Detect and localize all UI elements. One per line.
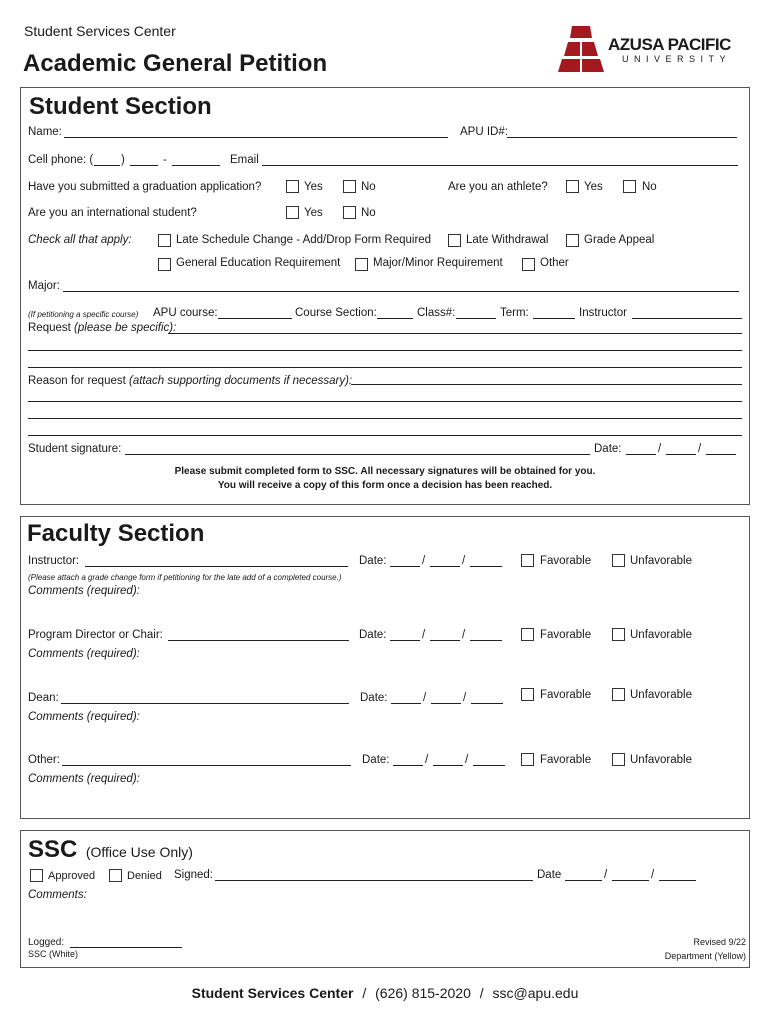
ssc-title: SSC bbox=[28, 836, 78, 863]
late-withdrawal-checkbox[interactable] bbox=[448, 234, 461, 247]
apu-course-label: APU course: bbox=[153, 307, 218, 319]
instructor-field[interactable] bbox=[632, 318, 742, 319]
ssc-comments-label: Comments: bbox=[28, 889, 87, 901]
course-section-label: Course Section: bbox=[295, 307, 377, 319]
reason-label: Reason for request bbox=[28, 375, 126, 387]
other-approver-signature[interactable] bbox=[62, 765, 351, 766]
grade-appeal-label: Grade Appeal bbox=[584, 234, 655, 246]
dean-label: Dean: bbox=[28, 692, 59, 704]
footer-center: Student Services Center bbox=[191, 985, 354, 1001]
faculty-instructor-date-month[interactable] bbox=[390, 566, 420, 567]
ssc-date-day[interactable] bbox=[612, 880, 649, 881]
major-minor-requirement-checkbox[interactable] bbox=[355, 258, 368, 271]
athlete-no-checkbox[interactable] bbox=[623, 180, 636, 193]
apu-id-field[interactable] bbox=[507, 137, 737, 138]
other-approver-date-day[interactable] bbox=[433, 765, 463, 766]
student-date-year[interactable] bbox=[706, 454, 736, 455]
apu-id-label: APU ID#: bbox=[460, 126, 508, 138]
intl-yes-checkbox[interactable] bbox=[286, 206, 299, 219]
major-label: Major: bbox=[28, 280, 60, 292]
grad-app-yes-checkbox[interactable] bbox=[286, 180, 299, 193]
request-field-line-2[interactable] bbox=[28, 350, 742, 351]
dean-date-month[interactable] bbox=[391, 703, 421, 704]
class-number-field[interactable] bbox=[456, 318, 496, 319]
program-director-date-day[interactable] bbox=[430, 640, 460, 641]
dean-signature[interactable] bbox=[61, 703, 349, 704]
dean-comments-label: Comments (required): bbox=[28, 711, 140, 723]
cell-area-code-field[interactable] bbox=[94, 165, 120, 166]
dean-favorable-label: Favorable bbox=[540, 689, 592, 701]
program-director-favorable-checkbox[interactable] bbox=[521, 628, 534, 641]
program-director-favorable-label: Favorable bbox=[540, 629, 592, 641]
faculty-instructor-unfavorable-label: Unfavorable bbox=[630, 555, 693, 567]
other-approver-date-year[interactable] bbox=[473, 765, 505, 766]
other-approver-unfavorable-label: Unfavorable bbox=[630, 754, 693, 766]
petition-note: (If petitioning a specific course) bbox=[28, 310, 139, 319]
cell-number-field[interactable] bbox=[172, 165, 220, 166]
ssc-date-year[interactable] bbox=[659, 880, 696, 881]
submit-note: Please submit completed form to SSC. All necessary signatures will be obtained for you. bbox=[174, 466, 596, 477]
revised-note: Revised 9/22 bbox=[693, 937, 746, 947]
reason-field-line-4[interactable] bbox=[28, 435, 742, 436]
intl-no-checkbox[interactable] bbox=[343, 206, 356, 219]
grad-app-yes-label: Yes bbox=[304, 181, 323, 193]
class-number-label: Class#: bbox=[417, 307, 456, 319]
reason-field-line-3[interactable] bbox=[28, 418, 742, 419]
program-director-date-label: Date: bbox=[359, 629, 387, 641]
student-section bbox=[20, 87, 750, 505]
late-withdrawal-label: Late Withdrawal bbox=[466, 234, 549, 246]
ssc-denied-label: Denied bbox=[127, 870, 162, 882]
grad-app-no-label: No bbox=[361, 181, 376, 193]
footer-email[interactable]: ssc@apu.edu bbox=[492, 985, 579, 1001]
student-signature-label: Student signature: bbox=[28, 443, 122, 455]
faculty-instructor-date-year[interactable] bbox=[470, 566, 502, 567]
course-section-field[interactable] bbox=[377, 318, 413, 319]
email-label: Email bbox=[230, 154, 259, 166]
cell-label: Cell phone: ( bbox=[28, 154, 94, 166]
ssc-approved-checkbox[interactable] bbox=[30, 869, 43, 882]
name-label: Name: bbox=[28, 126, 62, 138]
cell-close-paren: ) bbox=[121, 154, 125, 166]
other-approver-favorable-label: Favorable bbox=[540, 754, 592, 766]
apu-course-field[interactable] bbox=[218, 318, 292, 319]
request-field-line-1[interactable] bbox=[168, 333, 742, 334]
cell-prefix-field[interactable] bbox=[130, 165, 158, 166]
program-director-date-year[interactable] bbox=[470, 640, 502, 641]
department-yellow-copy: Department (Yellow) bbox=[664, 951, 746, 961]
late-schedule-change-checkbox[interactable] bbox=[158, 234, 171, 247]
other-approver-date-month[interactable] bbox=[393, 765, 423, 766]
faculty-instructor-label: Instructor: bbox=[28, 555, 80, 567]
request-field-line-3[interactable] bbox=[28, 367, 742, 368]
grad-app-question: Have you submitted a graduation application? bbox=[28, 181, 262, 193]
reason-hint: (attach supporting documents if necessary): bbox=[129, 375, 353, 387]
major-field[interactable] bbox=[63, 291, 739, 292]
intl-question: Are you an international student? bbox=[28, 207, 197, 219]
dean-unfavorable-label: Unfavorable bbox=[630, 689, 693, 701]
term-label: Term: bbox=[500, 307, 529, 319]
faculty-instructor-favorable-checkbox[interactable] bbox=[521, 554, 534, 567]
logo-line2: UNIVERSITY bbox=[622, 54, 732, 64]
program-director-comments-label: Comments (required): bbox=[28, 648, 140, 660]
dean-unfavorable-checkbox[interactable] bbox=[612, 688, 625, 701]
program-director-signature[interactable] bbox=[168, 640, 349, 641]
ssc-date-label: Date bbox=[537, 869, 562, 881]
name-field[interactable] bbox=[64, 137, 448, 138]
footer-sep-1: / bbox=[362, 985, 367, 1001]
student-signature-field[interactable] bbox=[125, 454, 590, 455]
ssc-signed-field[interactable] bbox=[215, 880, 533, 881]
faculty-instructor-favorable-label: Favorable bbox=[540, 555, 592, 567]
name-row bbox=[28, 126, 62, 138]
faculty-instructor-comments-label: Comments (required): bbox=[28, 585, 140, 597]
intl-yes-label: Yes bbox=[304, 207, 323, 219]
ssc-date-month[interactable] bbox=[565, 880, 602, 881]
university-logo bbox=[558, 26, 748, 72]
ssc-logged-label: Logged: bbox=[28, 937, 65, 948]
gen-ed-requirement-label: General Education Requirement bbox=[176, 257, 341, 269]
student-date-month[interactable] bbox=[626, 454, 656, 455]
faculty-instructor-date-day[interactable] bbox=[430, 566, 460, 567]
other-option-label: Other bbox=[540, 257, 569, 269]
ssc-logged-field[interactable] bbox=[70, 947, 182, 948]
dean-favorable-checkbox[interactable] bbox=[521, 688, 534, 701]
athlete-no-label: No bbox=[642, 181, 657, 193]
student-date-day[interactable] bbox=[666, 454, 696, 455]
request-label: Request bbox=[28, 322, 71, 334]
logo-mark-icon bbox=[558, 26, 604, 72]
athlete-yes-label: Yes bbox=[584, 181, 603, 193]
faculty-instructor-signature[interactable] bbox=[85, 566, 348, 567]
ssc-white-copy: SSC (White) bbox=[28, 949, 79, 959]
faculty-section-title: Faculty Section bbox=[27, 520, 205, 547]
grade-change-note: (Please attach a grade change form if petitioning for the late add of a completed course.) bbox=[28, 573, 342, 582]
footer-phone: (626) 815-2020 bbox=[375, 985, 471, 1001]
faculty-instructor-unfavorable-checkbox[interactable] bbox=[612, 554, 625, 567]
email-field[interactable] bbox=[262, 165, 738, 166]
program-director-unfavorable-checkbox[interactable] bbox=[612, 628, 625, 641]
center-name: Student Services Center bbox=[24, 23, 176, 39]
program-director-unfavorable-label: Unfavorable bbox=[630, 629, 693, 641]
athlete-yes-checkbox[interactable] bbox=[566, 180, 579, 193]
athlete-question: Are you an athlete? bbox=[448, 181, 548, 193]
check-all-label: Check all that apply: bbox=[28, 234, 132, 246]
cell-dash: - bbox=[163, 154, 167, 166]
dean-date-day[interactable] bbox=[431, 703, 461, 704]
grad-app-no-checkbox[interactable] bbox=[343, 180, 356, 193]
ssc-signed-label: Signed: bbox=[174, 869, 214, 881]
ssc-denied-checkbox[interactable] bbox=[109, 869, 122, 882]
other-approver-favorable-checkbox[interactable] bbox=[521, 753, 534, 766]
program-director-label: Program Director or Chair: bbox=[28, 629, 163, 641]
ssc-subtitle: (Office Use Only) bbox=[85, 844, 193, 860]
faculty-instructor-date-label: Date: bbox=[359, 555, 387, 567]
copy-note: You will receive a copy of this form once a decision has been reached. bbox=[217, 480, 553, 491]
footer bbox=[0, 985, 770, 1001]
reason-field-line-2[interactable] bbox=[28, 401, 742, 402]
major-minor-requirement-label: Major/Minor Requirement bbox=[373, 257, 503, 269]
other-approver-date-label: Date: bbox=[362, 754, 390, 766]
other-approver-unfavorable-checkbox[interactable] bbox=[612, 753, 625, 766]
intl-no-label: No bbox=[361, 207, 376, 219]
footer-sep-2: / bbox=[479, 985, 484, 1001]
other-option-checkbox[interactable] bbox=[522, 258, 535, 271]
dean-date-year[interactable] bbox=[471, 703, 503, 704]
gen-ed-requirement-checkbox[interactable] bbox=[158, 258, 171, 271]
instructor-label: Instructor bbox=[579, 307, 627, 319]
student-date-label: Date: bbox=[594, 443, 622, 455]
grade-appeal-checkbox[interactable] bbox=[566, 234, 579, 247]
ssc-title-row bbox=[28, 836, 193, 864]
late-schedule-change-label: Late Schedule Change - Add/Drop Form Required bbox=[176, 234, 432, 246]
term-field[interactable] bbox=[533, 318, 575, 319]
student-section-title: Student Section bbox=[29, 93, 212, 120]
program-director-date-month[interactable] bbox=[390, 640, 420, 641]
dean-date-label: Date: bbox=[360, 692, 388, 704]
form-title: Academic General Petition bbox=[23, 50, 328, 77]
other-approver-comments-label: Comments (required): bbox=[28, 773, 140, 785]
other-approver-label: Other: bbox=[28, 754, 60, 766]
request-hint: (please be specific): bbox=[74, 322, 177, 334]
logo-line1: AZUSA PACIFIC bbox=[608, 35, 731, 54]
ssc-approved-label: Approved bbox=[48, 870, 96, 882]
reason-field-line-1[interactable] bbox=[351, 384, 742, 385]
